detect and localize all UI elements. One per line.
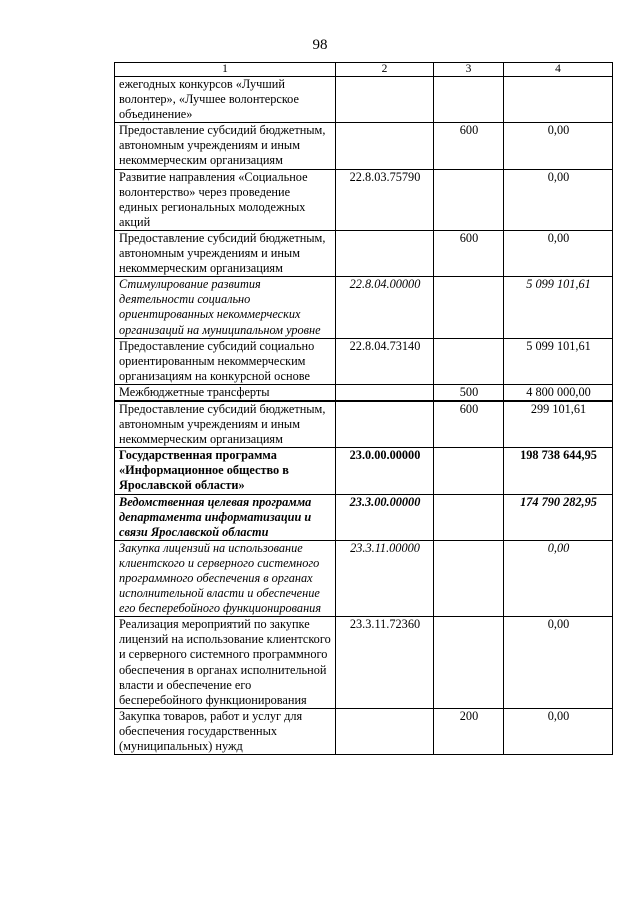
table-row (115, 448, 613, 494)
row-expense-type (434, 494, 504, 540)
row-code: 23.0.00.00000 (336, 448, 434, 494)
row-name: ежегодных конкурсов «Лучший волонтер», «Лучшее волонтерское объединение» (115, 77, 336, 123)
row-code (336, 384, 434, 401)
table-row (115, 540, 613, 616)
row-amount: 0,00 (504, 617, 613, 709)
row-amount: 299 101,61 (504, 401, 613, 448)
row-code: 22.8.04.00000 (336, 277, 434, 338)
table-row (115, 708, 613, 754)
row-expense-type (434, 169, 504, 230)
row-amount: 0,00 (504, 123, 613, 169)
table-row (115, 77, 613, 123)
row-code (336, 123, 434, 169)
row-name: Закупка лицензий на использование клиентского и серверного системного программного обеспечения в органах исполнительной власти и обеспечение его бесперебойного функционирования (115, 540, 336, 616)
header-col-2: 2 (336, 63, 434, 77)
header-col-4: 4 (504, 63, 613, 77)
row-code: 23.3.11.72360 (336, 617, 434, 709)
row-name: Предоставление субсидий бюджетным, автономным учреждениям и иным некоммерческим организациям (115, 230, 336, 276)
row-code (336, 77, 434, 123)
header-col-3: 3 (434, 63, 504, 77)
row-code: 22.8.04.73140 (336, 338, 434, 384)
row-name: Стимулирование развития деятельности социально ориентированных некоммерческих организаций на муниципальном уровне (115, 277, 336, 338)
header-col-1: 1 (115, 63, 336, 77)
row-amount: 0,00 (504, 169, 613, 230)
row-amount: 0,00 (504, 708, 613, 754)
row-code: 23.3.00.00000 (336, 494, 434, 540)
row-expense-type (434, 77, 504, 123)
row-name: Ведомственная целевая программа департамента информатизации и связи Ярославской области (115, 494, 336, 540)
row-expense-type (434, 338, 504, 384)
table-row (115, 338, 613, 384)
table-row (115, 277, 613, 338)
row-expense-type (434, 617, 504, 709)
row-amount (504, 77, 613, 123)
row-code (336, 230, 434, 276)
page-number: 98 (312, 37, 328, 53)
row-name: Закупка товаров, работ и услуг для обеспечения государственных (муниципальных) нужд (115, 708, 336, 754)
row-expense-type (434, 448, 504, 494)
row-code: 23.3.11.00000 (336, 540, 434, 616)
row-name: Предоставление субсидий социально ориентированным некоммерческим организациям на конкурсной основе (115, 338, 336, 384)
table-row (115, 494, 613, 540)
row-amount: 174 790 282,95 (504, 494, 613, 540)
row-expense-type: 200 (434, 708, 504, 754)
row-name: Развитие направления «Социальное волонтерство» через проведение единых региональных молодежных акций (115, 169, 336, 230)
table-row (115, 169, 613, 230)
row-name: Реализация мероприятий по закупке лицензий на использование клиентского и серверного системного программного обеспечения в органах исполнительной власти и обеспечение его бесперебойного функционирования (115, 617, 336, 709)
row-amount: 5 099 101,61 (504, 338, 613, 384)
row-name: Государственная программа «Информационное общество в Ярославской области» (115, 448, 336, 494)
budget-table (114, 62, 613, 755)
table-header-row (115, 63, 613, 77)
row-amount: 4 800 000,00 (504, 384, 613, 401)
row-expense-type: 600 (434, 230, 504, 276)
row-code (336, 401, 434, 448)
row-name: Предоставление субсидий бюджетным, автономным учреждениям и иным некоммерческим организациям (115, 401, 336, 448)
row-code: 22.8.03.75790 (336, 169, 434, 230)
row-amount: 5 099 101,61 (504, 277, 613, 338)
row-name: Предоставление субсидий бюджетным, автономным учреждениям и иным некоммерческим организациям (115, 123, 336, 169)
row-amount: 0,00 (504, 230, 613, 276)
row-amount: 0,00 (504, 540, 613, 616)
row-expense-type: 600 (434, 123, 504, 169)
row-expense-type: 600 (434, 401, 504, 448)
table-row (115, 123, 613, 169)
row-amount: 198 738 644,95 (504, 448, 613, 494)
table-row (115, 401, 613, 448)
row-expense-type (434, 540, 504, 616)
table-row (115, 617, 613, 709)
row-expense-type (434, 277, 504, 338)
row-name: Межбюджетные трансферты (115, 384, 336, 401)
row-expense-type: 500 (434, 384, 504, 401)
table-row (115, 384, 613, 401)
table-row (115, 230, 613, 276)
row-code (336, 708, 434, 754)
